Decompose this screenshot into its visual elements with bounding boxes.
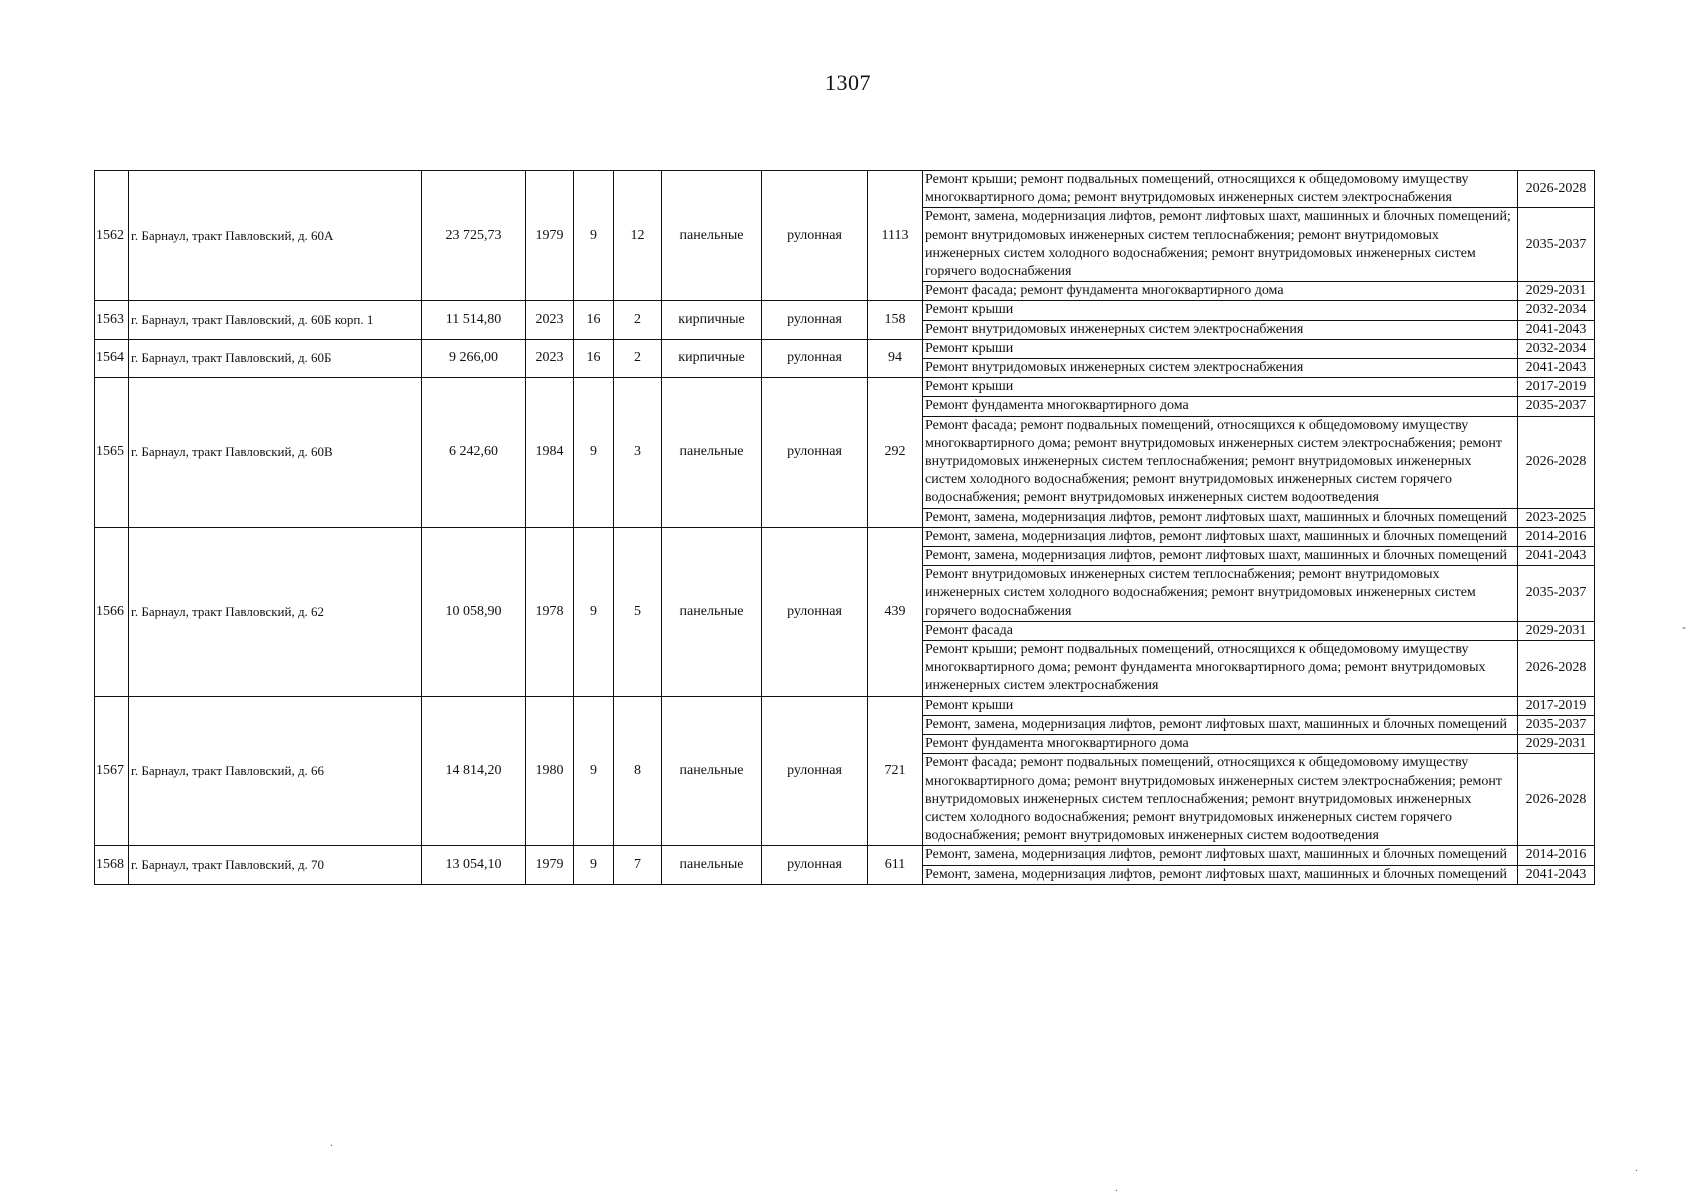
work-type-cell: Ремонт внутридомовых инженерных систем электроснабжения	[923, 320, 1518, 339]
wall-material-cell: панельные	[662, 527, 762, 696]
wall-material-cell: панельные	[662, 696, 762, 846]
floors-count-cell: 9	[574, 378, 614, 528]
table-body	[95, 171, 1595, 885]
period-cell: 2026-2028	[1518, 754, 1595, 846]
commission-year-cell: 1984	[526, 378, 574, 528]
floors-count-cell: 9	[574, 171, 614, 301]
total-area-cell: 9 266,00	[422, 339, 526, 377]
period-cell: 2026-2028	[1518, 171, 1595, 208]
total-area-cell: 23 725,73	[422, 171, 526, 301]
floors-count-cell: 16	[574, 301, 614, 339]
building-number-cell: 1563	[95, 301, 129, 339]
total-area-cell: 11 514,80	[422, 301, 526, 339]
commission-year-cell: 2023	[526, 339, 574, 377]
roof-type-cell: рулонная	[762, 301, 868, 339]
work-type-cell: Ремонт крыши	[923, 696, 1518, 715]
period-cell: 2041-2043	[1518, 547, 1595, 566]
building-number-cell: 1565	[95, 378, 129, 528]
entrances-count-cell: 7	[614, 846, 662, 884]
work-type-cell: Ремонт внутридомовых инженерных систем электроснабжения	[923, 359, 1518, 378]
total-area-cell: 13 054,10	[422, 846, 526, 884]
table-row	[95, 846, 1595, 865]
wall-material-cell: кирпичные	[662, 301, 762, 339]
period-cell: 2035-2037	[1518, 566, 1595, 622]
work-type-cell: Ремонт, замена, модернизация лифтов, ремонт лифтовых шахт, машинных и блочных помещений; ремонт внутридомовых инженерных систем теплоснабжения; ремонт внутридомовых инженерных систем холодного водоснабжения; ремонт внутридомовых инженерных систем горячего водоснабжения	[923, 208, 1518, 282]
total-area-cell: 6 242,60	[422, 378, 526, 528]
floors-count-cell: 16	[574, 339, 614, 377]
building-number-cell: 1568	[95, 846, 129, 884]
period-cell: 2041-2043	[1518, 359, 1595, 378]
building-number-cell: 1566	[95, 527, 129, 696]
building-number-cell: 1567	[95, 696, 129, 846]
work-type-cell: Ремонт фасада; ремонт фундамента многоквартирного дома	[923, 282, 1518, 301]
work-type-cell: Ремонт фундамента многоквартирного дома	[923, 735, 1518, 754]
period-cell: 2035-2037	[1518, 715, 1595, 734]
work-type-cell: Ремонт, замена, модернизация лифтов, ремонт лифтовых шахт, машинных и блочных помещений	[923, 846, 1518, 865]
residents-count-cell: 611	[868, 846, 923, 884]
address-cell: г. Барнаул, тракт Павловский, д. 60А	[129, 171, 422, 301]
page-number: 1307	[825, 70, 871, 95]
entrances-count-cell: 2	[614, 339, 662, 377]
address-cell: г. Барнаул, тракт Павловский, д. 60Б корп. 1	[129, 301, 422, 339]
work-type-cell: Ремонт, замена, модернизация лифтов, ремонт лифтовых шахт, машинных и блочных помещений	[923, 508, 1518, 527]
table-row	[95, 339, 1595, 358]
building-number-cell: 1564	[95, 339, 129, 377]
period-cell: 2029-2031	[1518, 735, 1595, 754]
work-type-cell: Ремонт, замена, модернизация лифтов, ремонт лифтовых шахт, машинных и блочных помещений	[923, 865, 1518, 884]
roof-type-cell: рулонная	[762, 339, 868, 377]
scan-mark: .	[1115, 1180, 1118, 1194]
commission-year-cell: 1979	[526, 846, 574, 884]
period-cell: 2029-2031	[1518, 282, 1595, 301]
period-cell: 2026-2028	[1518, 641, 1595, 697]
residents-count-cell: 1113	[868, 171, 923, 301]
table-row	[95, 527, 1595, 546]
entrances-count-cell: 12	[614, 171, 662, 301]
table-row	[95, 301, 1595, 320]
work-type-cell: Ремонт фасада	[923, 621, 1518, 640]
period-cell: 2026-2028	[1518, 416, 1595, 508]
floors-count-cell: 9	[574, 846, 614, 884]
roof-type-cell: рулонная	[762, 378, 868, 528]
wall-material-cell: кирпичные	[662, 339, 762, 377]
address-cell: г. Барнаул, тракт Павловский, д. 66	[129, 696, 422, 846]
floors-count-cell: 9	[574, 527, 614, 696]
period-cell: 2014-2016	[1518, 846, 1595, 865]
entrances-count-cell: 8	[614, 696, 662, 846]
entrances-count-cell: 3	[614, 378, 662, 528]
residents-count-cell: 721	[868, 696, 923, 846]
table-row	[95, 378, 1595, 397]
work-type-cell: Ремонт, замена, модернизация лифтов, ремонт лифтовых шахт, машинных и блочных помещений	[923, 547, 1518, 566]
residents-count-cell: 292	[868, 378, 923, 528]
period-cell: 2041-2043	[1518, 865, 1595, 884]
period-cell: 2035-2037	[1518, 208, 1595, 282]
work-type-cell: Ремонт фасада; ремонт подвальных помещений, относящихся к общедомовому имуществу многоквартирного дома; ремонт внутридомовых инженерных систем электроснабжения; ремонт внутридомовых инженерных систем теплоснабжения; ремонт внутридомовых инженерных систем холодного водоснабжения; ремонт внутридомовых инженерных систем горячего водоснабжения; ремонт внутридомовых инженерных систем водоотведения	[923, 416, 1518, 508]
period-cell: 2032-2034	[1518, 339, 1595, 358]
period-cell: 2032-2034	[1518, 301, 1595, 320]
work-type-cell: Ремонт внутридомовых инженерных систем теплоснабжения; ремонт внутридомовых инженерных систем холодного водоснабжения; ремонт внутридомовых инженерных систем горячего водоснабжения	[923, 566, 1518, 622]
commission-year-cell: 1980	[526, 696, 574, 846]
entrances-count-cell: 5	[614, 527, 662, 696]
total-area-cell: 14 814,20	[422, 696, 526, 846]
work-type-cell: Ремонт крыши	[923, 301, 1518, 320]
work-type-cell: Ремонт, замена, модернизация лифтов, ремонт лифтовых шахт, машинных и блочных помещений	[923, 715, 1518, 734]
work-type-cell: Ремонт фундамента многоквартирного дома	[923, 397, 1518, 416]
total-area-cell: 10 058,90	[422, 527, 526, 696]
period-cell: 2017-2019	[1518, 696, 1595, 715]
floors-count-cell: 9	[574, 696, 614, 846]
period-cell: 2017-2019	[1518, 378, 1595, 397]
repair-schedule-table	[94, 170, 1595, 885]
work-type-cell: Ремонт, замена, модернизация лифтов, ремонт лифтовых шахт, машинных и блочных помещений	[923, 527, 1518, 546]
entrances-count-cell: 2	[614, 301, 662, 339]
roof-type-cell: рулонная	[762, 846, 868, 884]
commission-year-cell: 1978	[526, 527, 574, 696]
work-type-cell: Ремонт фасада; ремонт подвальных помещений, относящихся к общедомовому имуществу многоквартирного дома; ремонт внутридомовых инженерных систем электроснабжения; ремонт внутридомовых инженерных систем теплоснабжения; ремонт внутридомовых инженерных систем холодного водоснабжения; ремонт внутридомовых инженерных систем горячего водоснабжения; ремонт внутридомовых инженерных систем водоотведения	[923, 754, 1518, 846]
commission-year-cell: 2023	[526, 301, 574, 339]
address-cell: г. Барнаул, тракт Павловский, д. 62	[129, 527, 422, 696]
building-number-cell: 1562	[95, 171, 129, 301]
work-type-cell: Ремонт крыши; ремонт подвальных помещений, относящихся к общедомовому имуществу многоквартирного дома; ремонт внутридомовых инженерных систем электроснабжения	[923, 171, 1518, 208]
commission-year-cell: 1979	[526, 171, 574, 301]
table-row	[95, 171, 1595, 208]
work-type-cell: Ремонт крыши	[923, 378, 1518, 397]
roof-type-cell: рулонная	[762, 527, 868, 696]
roof-type-cell: рулонная	[762, 171, 868, 301]
scan-mark: .	[1635, 1160, 1638, 1174]
wall-material-cell: панельные	[662, 378, 762, 528]
roof-type-cell: рулонная	[762, 696, 868, 846]
period-cell: 2023-2025	[1518, 508, 1595, 527]
wall-material-cell: панельные	[662, 846, 762, 884]
address-cell: г. Барнаул, тракт Павловский, д. 60Б	[129, 339, 422, 377]
address-cell: г. Барнаул, тракт Павловский, д. 70	[129, 846, 422, 884]
work-type-cell: Ремонт крыши; ремонт подвальных помещений, относящихся к общедомовому имуществу многоквартирного дома; ремонт фундамента многоквартирного дома; ремонт внутридомовых инженерных систем электроснабжения	[923, 641, 1518, 697]
residents-count-cell: 94	[868, 339, 923, 377]
period-cell: 2029-2031	[1518, 621, 1595, 640]
residents-count-cell: 158	[868, 301, 923, 339]
table-row	[95, 696, 1595, 715]
scan-mark: -	[1682, 620, 1686, 634]
address-cell: г. Барнаул, тракт Павловский, д. 60В	[129, 378, 422, 528]
scan-mark: .	[330, 1135, 333, 1149]
work-type-cell: Ремонт крыши	[923, 339, 1518, 358]
period-cell: 2041-2043	[1518, 320, 1595, 339]
residents-count-cell: 439	[868, 527, 923, 696]
period-cell: 2014-2016	[1518, 527, 1595, 546]
period-cell: 2035-2037	[1518, 397, 1595, 416]
wall-material-cell: панельные	[662, 171, 762, 301]
